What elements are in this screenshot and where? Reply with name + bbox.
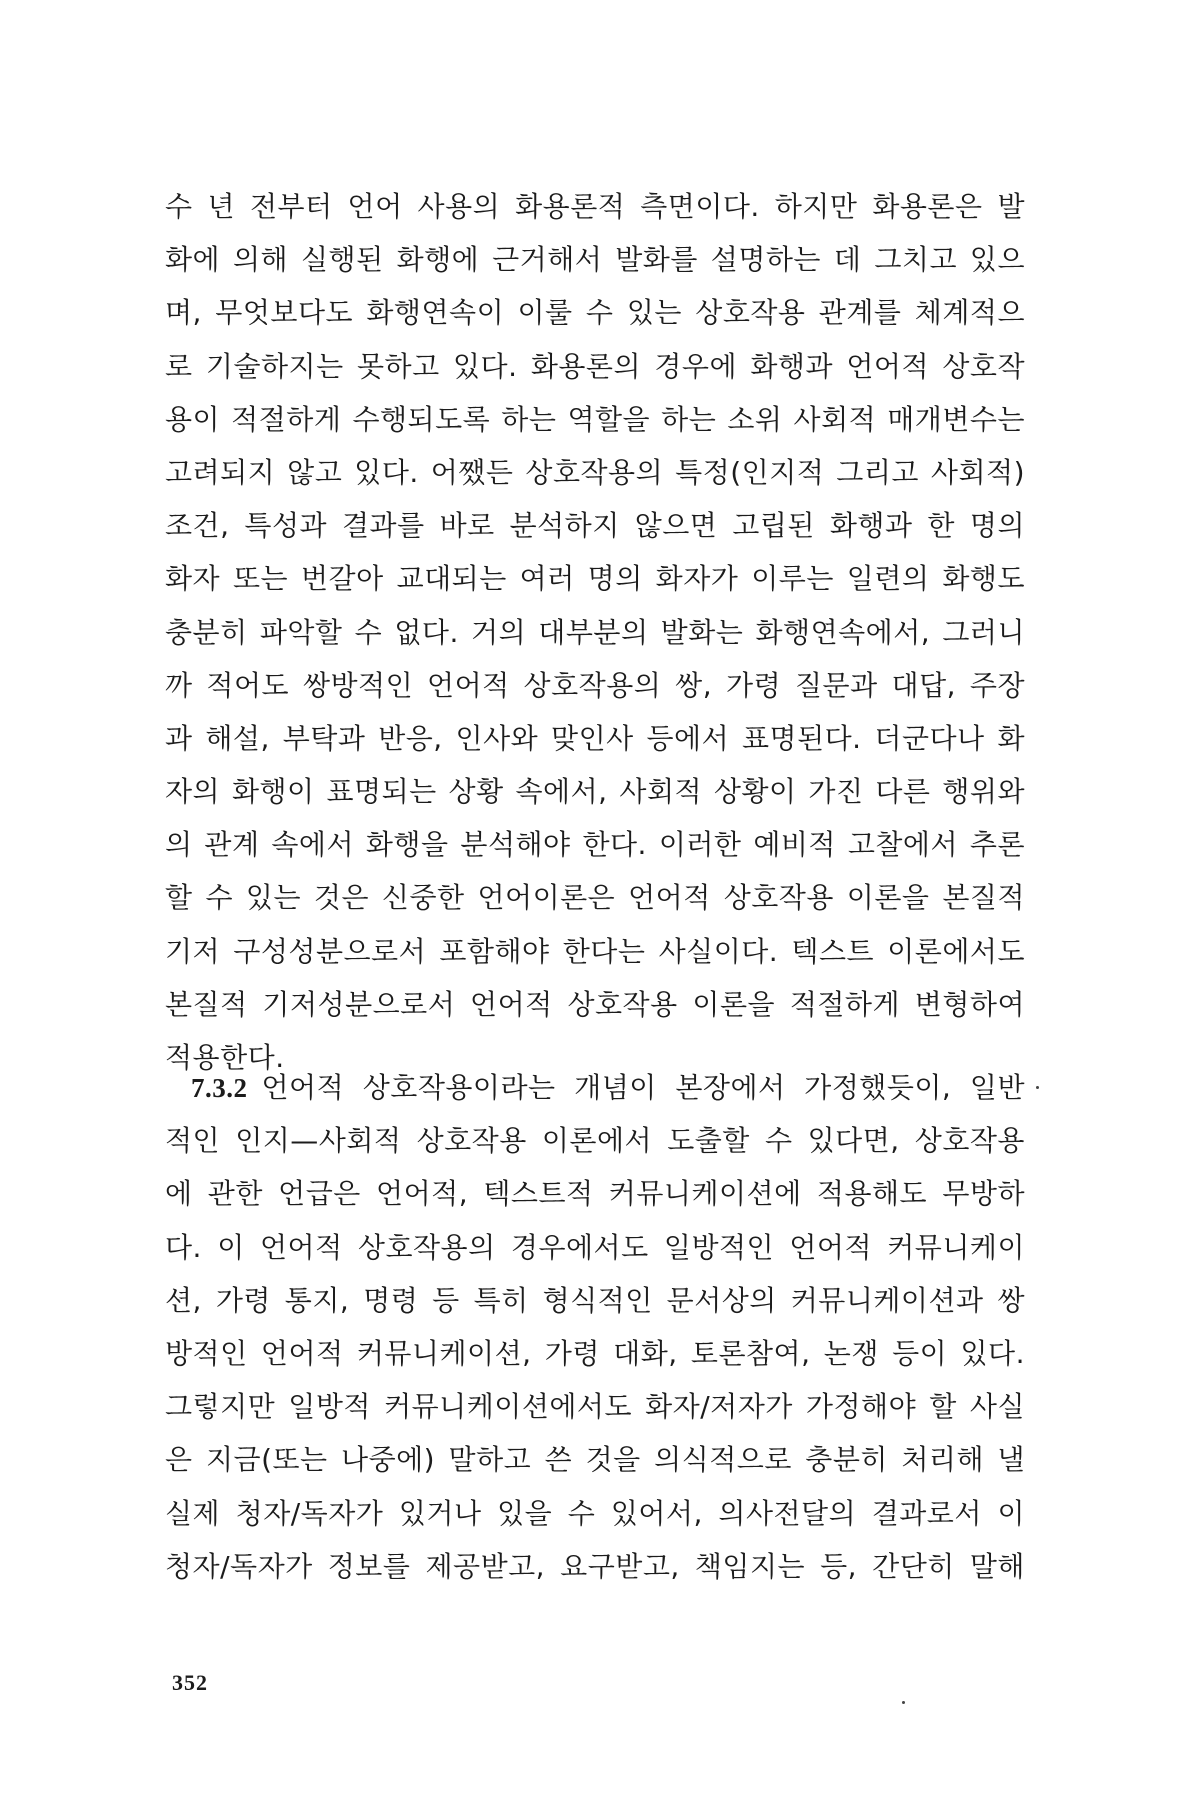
text-line: 그렇지만 일방적 커뮤니케이션에서도 화자/저자가 가정해야 할 사실 bbox=[165, 1390, 1025, 1424]
text-line: 조건, 특성과 결과를 바로 분석하지 않으면 고립된 화행과 한 명의 bbox=[165, 509, 1025, 543]
text-line: 화자 또는 번갈아 교대되는 여러 명의 화자가 이루는 일련의 화행도 bbox=[165, 562, 1025, 596]
scan-speck bbox=[902, 1701, 905, 1704]
text-line: 용이 적절하게 수행되도록 하는 역할을 하는 소위 사회적 매개변수는 bbox=[165, 402, 1025, 436]
paragraph-1 bbox=[165, 180, 1025, 1084]
text-line: 에 관한 언급은 언어적, 텍스트적 커뮤니케이션에 적용해도 무방하 bbox=[165, 1177, 1025, 1211]
text-line: 다. 이 언어적 상호작용의 경우에서도 일방적인 언어적 커뮤니케이 bbox=[165, 1230, 1025, 1264]
text-line: 의 관계 속에서 화행을 분석해야 한다. 이러한 예비적 고찰에서 추론 bbox=[165, 828, 1025, 862]
text-line: 기저 구성성분으로서 포함해야 한다는 사실이다. 텍스트 이론에서도 bbox=[165, 934, 1025, 968]
text-line: 본질적 기저성분으로서 언어적 상호작용 이론을 적절하게 변형하여 bbox=[165, 987, 1025, 1021]
text-line: 까 적어도 쌍방적인 언어적 상호작용의 쌍, 가령 질문과 대답, 주장 bbox=[165, 668, 1025, 702]
text-line: 청자/독자가 정보를 제공받고, 요구받고, 책임지는 등, 간단히 말해 bbox=[165, 1549, 1025, 1583]
text-line: 수 년 전부터 언어 사용의 화용론적 측면이다. 하지만 화용론은 발 bbox=[165, 190, 1025, 223]
text-line: 적인 인지—사회적 상호작용 이론에서 도출할 수 있다면, 상호작용 bbox=[165, 1124, 1025, 1158]
page-number: 352 bbox=[172, 1670, 208, 1695]
scan-speck bbox=[1036, 1086, 1039, 1089]
text-line: 은 지금(또는 나중에) 말하고 쓴 것을 의식적으로 충분히 처리해 낼 bbox=[165, 1443, 1025, 1477]
text-line: 방적인 언어적 커뮤니케이션, 가령 대화, 토론참여, 논쟁 등이 있다. bbox=[165, 1336, 1025, 1370]
text-line: 로 기술하지는 못하고 있다. 화용론의 경우에 화행과 언어적 상호작 bbox=[165, 349, 1025, 383]
text-line: 션, 가령 통지, 명령 등 특히 형식적인 문서상의 커뮤니케이션과 쌍 bbox=[165, 1283, 1025, 1317]
text-line: 할 수 있는 것은 신중한 언어이론은 언어적 상호작용 이론을 본질적 bbox=[165, 881, 1025, 915]
text-line: 자의 화행이 표명되는 상황 속에서, 사회적 상황이 가진 다른 행위와 bbox=[165, 775, 1025, 809]
section-first-line-text: 언어적 상호작용이라는 개념이 본장에서 가정했듯이, 일반 bbox=[261, 1071, 1025, 1104]
section-number: 7.3.2 bbox=[191, 1073, 248, 1103]
paragraph-2 bbox=[165, 1061, 1025, 1593]
text-line: 과 해설, 부탁과 반응, 인사와 맞인사 등에서 표명된다. 더군다나 화 bbox=[165, 721, 1025, 755]
text-line: 며, 무엇보다도 화행연속이 이룰 수 있는 상호작용 관계를 체계적으 bbox=[165, 296, 1025, 330]
text-line: 실제 청자/독자가 있거나 있을 수 있어서, 의사전달의 결과로서 이 bbox=[165, 1496, 1025, 1530]
section-first-line bbox=[165, 1061, 1025, 1114]
text-line: 적용한다. bbox=[165, 1041, 285, 1074]
text-line: 고려되지 않고 있다. 어쨌든 상호작용의 특정(인지적 그리고 사회적) bbox=[165, 455, 1025, 489]
text-line: 화에 의해 실행된 화행에 근거해서 발화를 설명하는 데 그치고 있으 bbox=[165, 243, 1025, 277]
text-line: 충분히 파악할 수 없다. 거의 대부분의 발화는 화행연속에서, 그러니 bbox=[165, 615, 1025, 649]
